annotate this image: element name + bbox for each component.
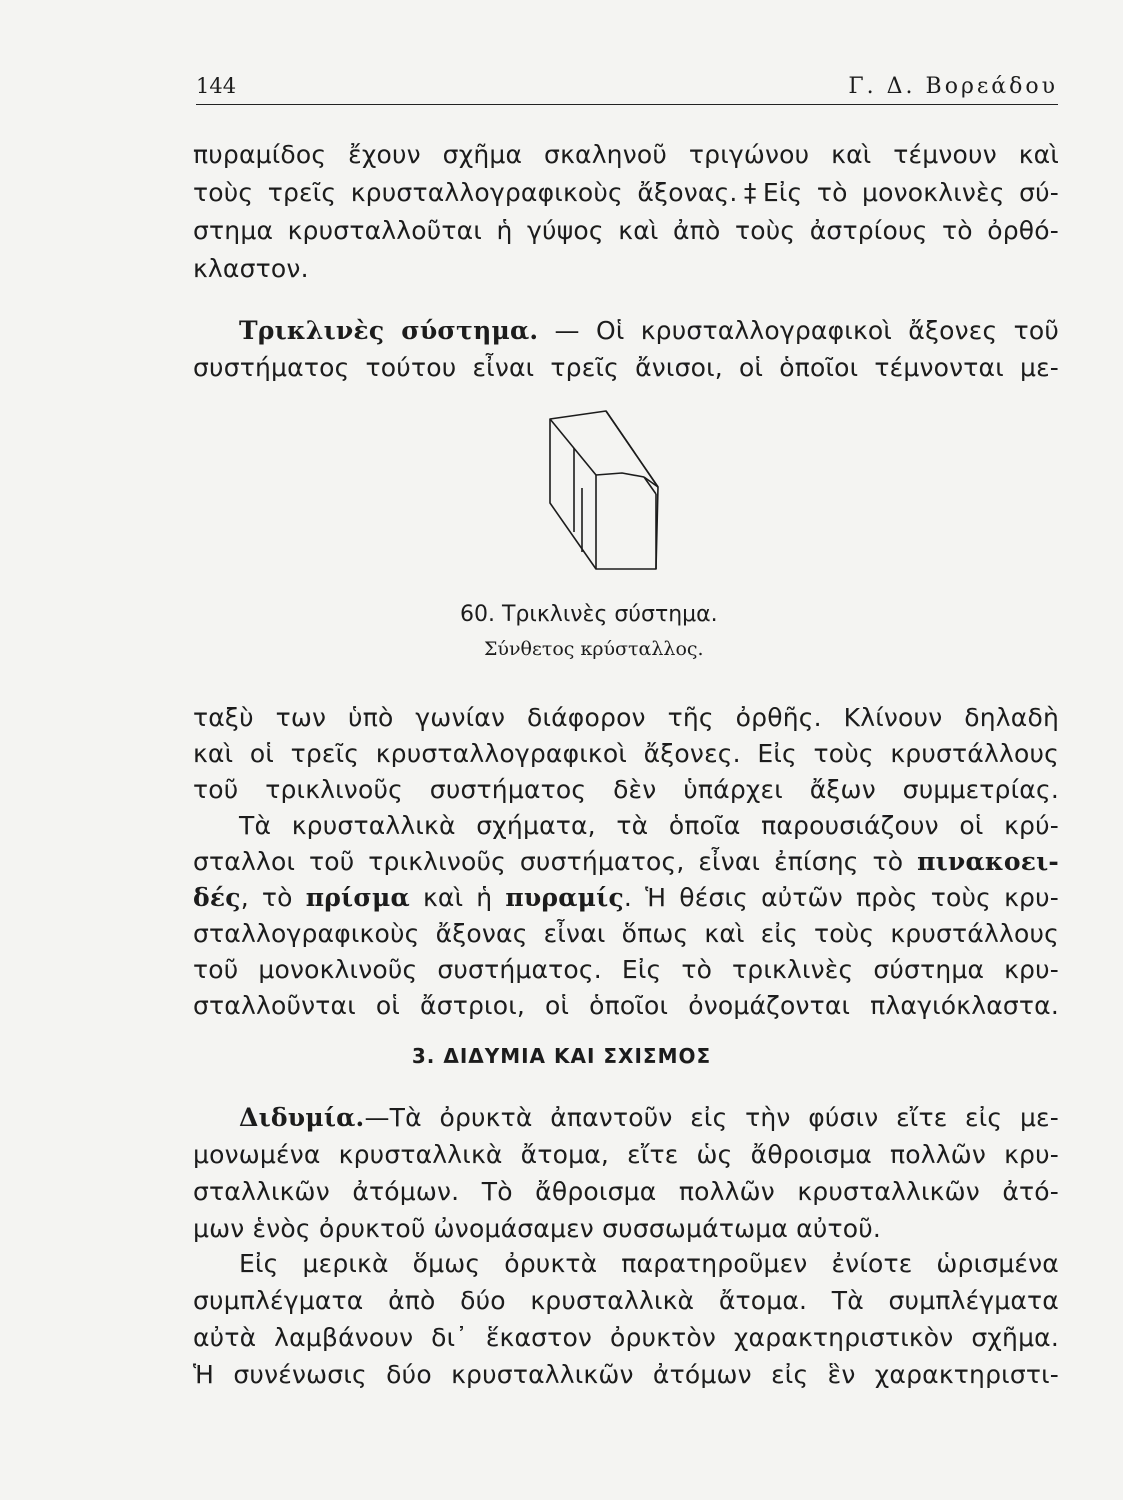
text-span: —Τὰ ὀρυκτὰ ἀπαντοῦν εἰς τὴν φύσιν εἴτε εἰς με- [364,1103,1059,1132]
term-pyramid: πυραμίς [505,883,624,912]
text-span: σταλλοι τοῦ τρικλινοῦς συστήματος, εἶναι ἐπίσης τὸ [193,847,918,876]
text-span: — Οἱ κρυσταλλογραφικοὶ ἄξονες τοῦ [538,316,1059,345]
text-line [193,880,1059,916]
text-line [239,1100,1059,1136]
page-header [196,66,1058,106]
text-line: τοῦ τρικλινοῦς συστήματος δὲν ὑπάρχει ἄξων συμμετρίας. [193,775,1059,804]
text-line [239,313,1059,349]
term-prism: πρίσμα [305,883,410,912]
running-head: Γ. Δ. Βορεάδου [848,74,1058,99]
text-line: μονωμένα κρυσταλλικὰ ἄτομα, εἴτε ὡς ἄθροισμα πολλῶν κρυ- [193,1140,1059,1169]
text-line: Εἰς μερικὰ ὅμως ὀρυκτὰ παρατηροῦμεν ἐνίοτε ὡρισμένα [239,1249,1059,1278]
runin-heading: Διδυμία. [239,1103,365,1132]
header-rule [196,104,1058,105]
text-span: , τὸ [240,883,306,912]
triclinic-crystal-figure [548,406,668,572]
text-line: πυραμίδος ἔχουν σχῆμα σκαληνοῦ τριγώνου καὶ τέμνουν καὶ [193,140,1059,169]
text-span: καὶ ἡ [409,883,506,912]
text-line: καὶ οἱ τρεῖς κρυσταλλογραφικοὶ ἄξονες. Εἰς τοὺς κρυστάλλους [193,739,1059,768]
text-line: συμπλέγματα ἀπὸ δύο κρυσταλλικὰ ἄτομα. Τὰ συμπλέγματα [193,1286,1059,1315]
page-number: 144 [196,74,237,98]
text-line: Ἡ συνένωσις δύο κρυσταλλικῶν ἀτόμων εἰς ἓν χαρακτηριστι- [193,1360,1059,1389]
figure-caption: 60. Τρικλινὲς σύστημα. [460,602,718,627]
text-line: Τὰ κρυσταλλικὰ σχήματα, τὰ ὁποῖα παρουσιάζουν οἱ κρύ- [239,811,1059,840]
text-line: συστήματος τούτου εἶναι τρεῖς ἄνισοι, οἱ ὁποῖοι τέμνονται με- [193,353,1059,382]
text-line: σταλλοῦνται οἱ ἄστριοι, οἱ ὁποῖοι ὀνομάζονται πλαγιόκλαστα. [193,991,1059,1020]
runin-heading: Τρικλινὲς σύστημα. [239,316,539,345]
term-pinacoid-end: δές [193,883,241,912]
text-line: στημα κρυσταλλοῦται ἡ γύψος καὶ ἀπὸ τοὺς ἀστρίους τὸ ὀρθό- [193,216,1059,245]
figure-subcaption: Σύνθετος κρύσταλλος. [484,638,704,660]
text-line [193,844,1059,880]
text-line: σταλλικῶν ἀτόμων. Τὸ ἄθροισμα πολλῶν κρυσταλλικῶν ἀτό- [193,1177,1059,1206]
text-span: . Ἡ θέσις αὐτῶν πρὸς τοὺς κρυ- [623,883,1059,912]
text-line: μων ἑνὸς ὀρυκτοῦ ὠνομάσαμεν συσσωμάτωμα αὐτοῦ. [193,1214,882,1243]
text-line: τοῦ μονοκλινοῦς συστήματος. Εἰς τὸ τρικλινὲς σύστημα κρυ- [193,955,1059,984]
text-line: αὐτὰ λαμβάνουν δι᾽ ἕκαστον ὀρυκτὸν χαρακτηριστικὸν σχῆμα. [193,1323,1059,1352]
section-heading: 3. ΔΙΔΥΜΙΑ ΚΑΙ ΣΧΙΣΜΟΣ [411,1044,712,1068]
text-line: τοὺς τρεῖς κρυσταλλογραφικοὺς ἄξονας.‡Εἰς τὸ μονοκλινὲς σύ- [193,178,1059,207]
term-pinacoid: πινακοει- [917,847,1059,876]
text-line: σταλλογραφικοὺς ἄξονας εἶναι ὅπως καὶ εἰς τοὺς κρυστάλλους [193,919,1059,948]
text-line: κλαστον. [193,254,309,283]
text-line: ταξὺ των ὑπὸ γωνίαν διάφορον τῆς ὀρθῆς. Κλίνουν δηλαδὴ [193,703,1059,732]
